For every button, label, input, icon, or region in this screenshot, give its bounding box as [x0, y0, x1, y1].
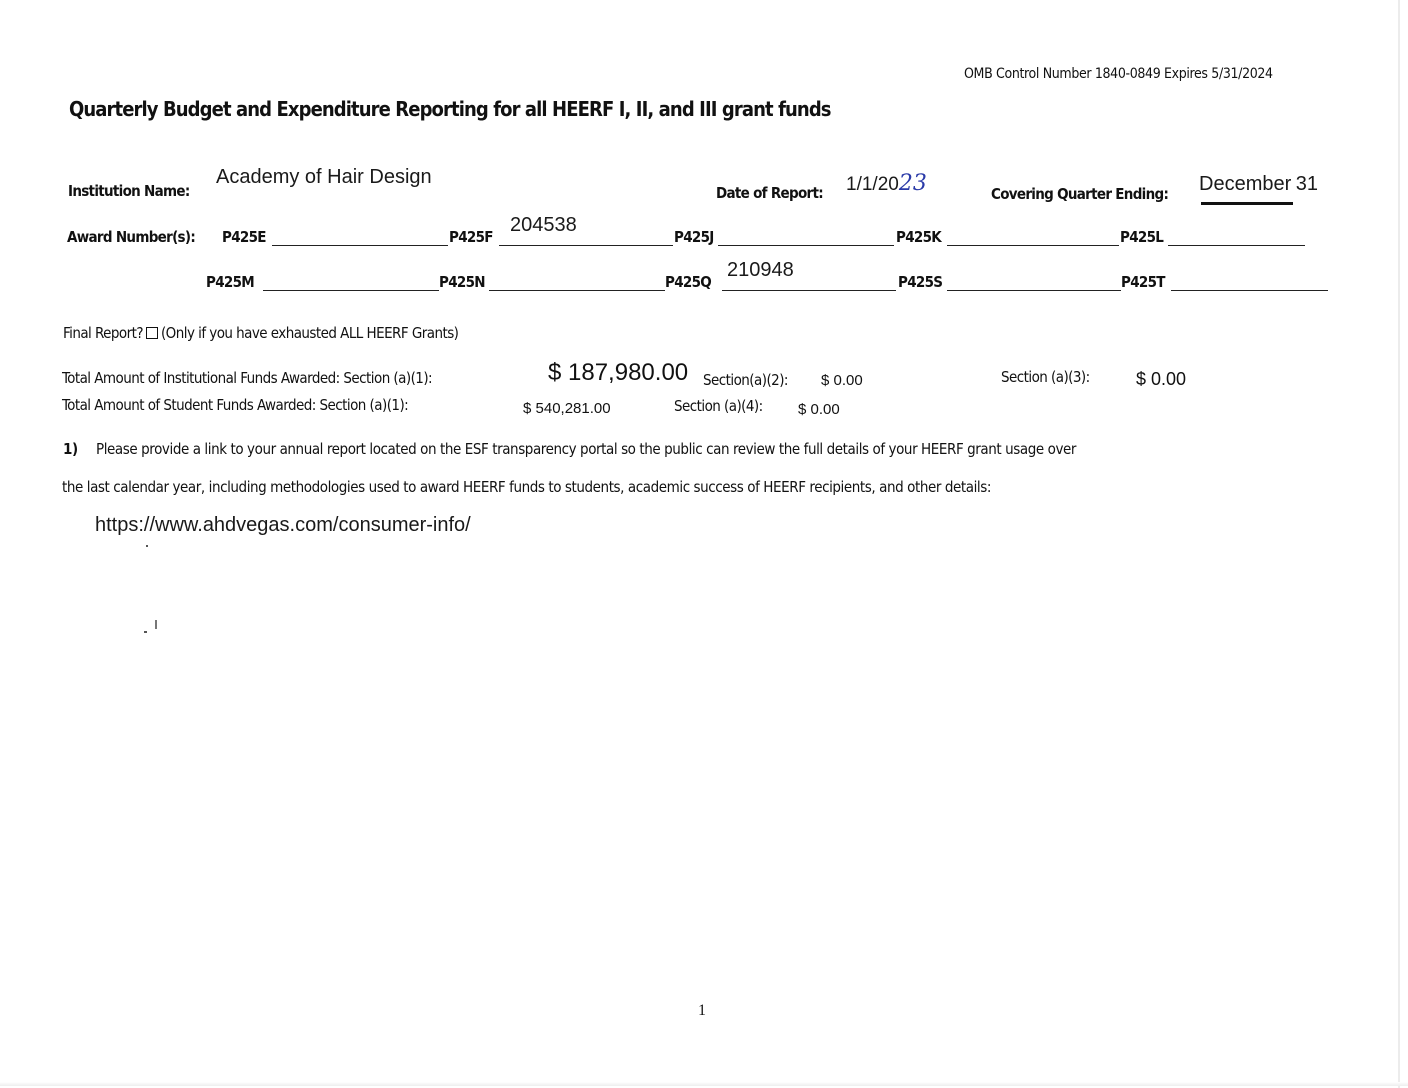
institution-name-field[interactable]: Academy of Hair Design	[216, 166, 432, 188]
page-number: 1	[698, 1002, 706, 1019]
institution-name-label: Institution Name:	[68, 182, 190, 200]
student-a1-value[interactable]: $ 540,281.00	[523, 400, 611, 417]
question-1-line-1: Please provide a link to your annual report located on the ESF transparency portal so the public can review the full details of your HEERF grant usage over	[96, 440, 1077, 458]
page-edge	[1398, 0, 1400, 1088]
date-of-report-field[interactable]	[846, 171, 927, 196]
award-field-p425m[interactable]	[263, 290, 439, 291]
award-field-p425s[interactable]	[947, 290, 1121, 291]
award-code-p425k: P425K	[896, 228, 942, 246]
award-code-p425l: P425L	[1120, 228, 1164, 246]
award-field-p425t[interactable]	[1171, 290, 1328, 291]
award-field-p425k[interactable]	[947, 245, 1119, 246]
institutional-a2-label: Section(a)(2):	[703, 371, 788, 389]
award-code-p425n: P425N	[439, 273, 485, 291]
final-report-checkbox[interactable]	[146, 327, 158, 339]
award-code-p425j: P425J	[674, 228, 714, 246]
quarter-ending-field[interactable]	[1199, 173, 1318, 196]
scan-speck	[144, 631, 147, 633]
scan-speck	[155, 620, 157, 629]
award-value-p425q[interactable]: 210948	[727, 259, 794, 281]
final-report-note: (Only if you have exhausted ALL HEERF Grants)	[160, 324, 459, 342]
quarter-ending-label: Covering Quarter Ending:	[991, 185, 1169, 203]
omb-control-number: OMB Control Number 1840-0849 Expires 5/31/2024	[964, 66, 1273, 82]
institutional-funds-label: Total Amount of Institutional Funds Awarded: Section (a)(1):	[62, 369, 433, 387]
award-code-p425e: P425E	[222, 228, 266, 246]
final-report-label: Final Report?	[63, 324, 143, 342]
institutional-a3-label: Section (a)(3):	[1001, 368, 1090, 386]
date-handwritten: 23	[898, 171, 927, 196]
student-a4-value[interactable]: $ 0.00	[798, 401, 840, 418]
date-typed: 1/1/20	[846, 174, 899, 195]
student-a4-label: Section (a)(4):	[674, 397, 763, 415]
award-code-p425m: P425M	[206, 273, 254, 291]
award-field-p425n[interactable]	[489, 290, 665, 291]
final-report-row	[63, 324, 458, 342]
date-of-report-label: Date of Report:	[716, 184, 823, 202]
award-field-p425q[interactable]	[722, 290, 896, 291]
institutional-a1-value[interactable]: $ 187,980.00	[548, 359, 689, 386]
question-1-line-2: the last calendar year, including methodologies used to award HEERF funds to students, academic success of HEERF recipients, and other details:	[62, 478, 991, 496]
institutional-a2-value[interactable]: $ 0.00	[821, 372, 863, 389]
award-code-p425s: P425S	[898, 273, 943, 291]
award-field-p425f[interactable]	[499, 245, 673, 246]
award-value-p425f[interactable]: 204538	[510, 214, 577, 236]
quarter-ending-day: 31	[1295, 173, 1318, 195]
annual-report-url-field[interactable]: https://www.ahdvegas.com/consumer-info/	[95, 514, 471, 536]
award-code-p425q: P425Q	[665, 273, 712, 291]
award-numbers-label: Award Number(s):	[67, 228, 196, 246]
scan-speck	[146, 545, 148, 547]
quarter-ending-month: December	[1199, 173, 1292, 195]
page-edge-bottom	[0, 1082, 1408, 1086]
institutional-a3-value[interactable]: $ 0.00	[1136, 369, 1187, 389]
award-field-p425l[interactable]	[1168, 245, 1305, 246]
student-funds-label: Total Amount of Student Funds Awarded: Section (a)(1):	[62, 396, 409, 414]
quarter-ending-underline	[1201, 202, 1293, 205]
form-title: Quarterly Budget and Expenditure Reporting for all HEERF I, II, and III grant funds	[69, 97, 831, 121]
question-1-number: 1)	[63, 440, 78, 458]
award-code-p425f: P425F	[449, 228, 493, 246]
award-code-p425t: P425T	[1121, 273, 1165, 291]
award-field-p425j[interactable]	[718, 245, 894, 246]
award-field-p425e[interactable]	[272, 245, 448, 246]
